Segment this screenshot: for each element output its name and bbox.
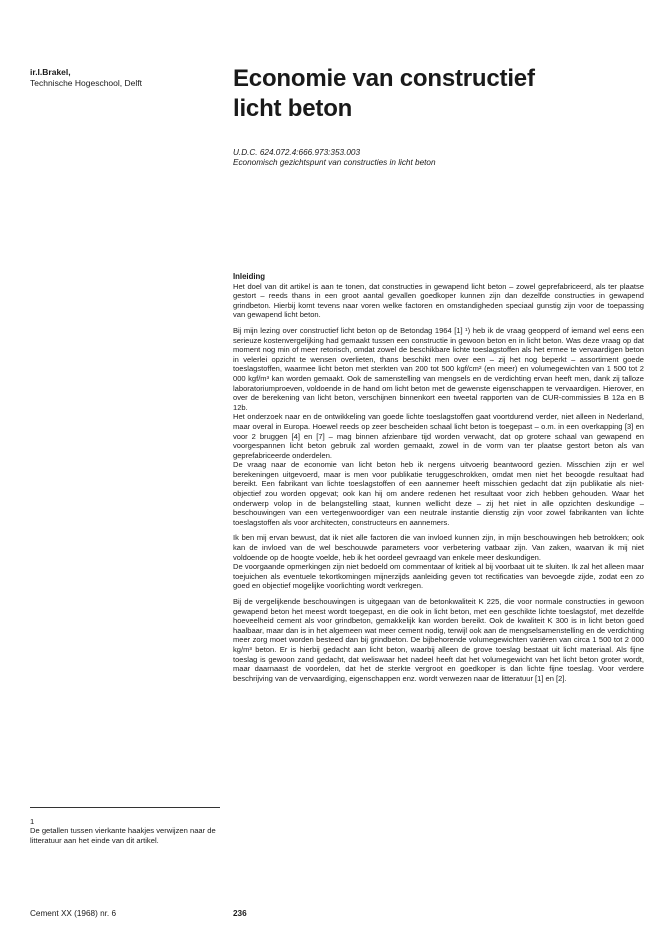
section-heading: Inleiding [233,272,266,281]
footnote [30,817,220,845]
udc-block [233,148,643,168]
author-block [30,67,220,88]
author-affiliation: Technische Hogeschool, Delft [30,77,142,88]
udc-code: U.D.C. 624.072.4:666.973:353.003 [233,148,361,157]
footnote-number: 1 [30,817,35,826]
body-paragraph: De vraag naar de economie van licht beton heb ik nergens uitvoerig beantwoord gezien. Misschien zijn er wel berekeningen uitgevoerd, maar is men voor publikatie teruggeschrokken, omdat men niet het beoogde resultaat had bereikt. Een fabrikant van lichte toeslagstoffen of een aannemer heeft misschien gedacht dat zijn publikatie als niet-objectief zou worden opgevat; ook kan hij om andere redenen het resultaat voor zich hebben gehouden. Waar het onderwerp volop in de belangstelling staat, kunnen wellicht deze – zij het niet in alle opzichten deskundige – beschouwingen van een vertegenwoordiger van een neutrale instantie dienstig zijn voor zowel fabrikanten van lichte toeslagstoffen als voor architecten, constructeurs en aannemers. [233,460,644,527]
body-paragraph: Bij de vergelijkende beschouwingen is uitgegaan van de betonkwaliteit K 225, die voor normale constructies in gewoon gewapend beton het meest wordt toegepast, en die ook in licht beton, met een geschikte lichte toeslagstof, met dezelfde hoeveelheid cement als voor grindbeton, gemakkelijk kan worden bereikt. Ook de kwaliteit K 300 is in licht beton goed haalbaar, maar dan is in het algemeen wat meer cement nodig, terwijl ook aan de mengselsamenstelling en de verdichting meer zorg moet worden besteed dan bij grindbeton. De bijbehorende volumegewichten variëren van circa 1 500 tot 2 000 kg/m³ beton. Er is hierbij gedacht aan licht beton, waarbij alleen de grove toeslag bestaat uit licht materiaal. Als fijne toeslag is gewoon zand gedacht, dat weliswaar het nadeel heeft dat het volumegewicht van het licht beton groter wordt, maar daarnaast de voordelen, dat het de sterkte vergroot en goedkoper is dan lichte fijne toeslag. Voor verdere beschrijving van de vervaardiging, eigenschappen enz. wordt verwezen naar de litteratuur [1] en [2]. [233,597,644,683]
journal-reference: Cement XX (1968) nr. 6 [30,909,117,918]
body-paragraph: Het doel van dit artikel is aan te tonen, dat constructies in gewapend licht beton – zowel geprefabriceerd, als ter plaatse gestort – reeds thans in een groot aantal gevallen goedkoper kunnen zijn dan dezelfde constructies in gewapend grindbeton. Hierbij komt tevens naar voren welke factoren en omstandigheden speciaal gunstig zijn voor de toepassing van gewapend licht beton. [233,281,644,320]
article-body [233,272,644,689]
body-paragraph: Bij mijn lezing over constructief licht beton op de Betondag 1964 [1] ¹) heb ik de vraag geopperd of iemand wel eens een serieuze kostenvergelijking had gemaakt tussen een constructie in gewoon beton en in licht beton. Was deze vraag op dat moment nog min of meer retorisch, omdat zowel de beschikbare lichte toeslagstoffen als het ermee te vervaardigen beton in velerlei opzicht te wensen overlieten, thans beschikt men over een – zij het nog beperkt – assortiment goede toeslagstoffen, waarmee licht beton met sterkten van 200 tot 500 kgf/cm² (en meer) en volumegewichten van 1 500 tot 2 000 kgf/m³ kan worden gemaakt. Ook de samenstelling van mengsels en de verdichting ervan heeft men, dank zij talloze laboratoriumproeven, voldoende in de hand om licht beton met de gewenste eigenschappen te vervaardigen. Hierover, en over de berekening van licht beton, verschijnen binnenkort een tweetal rapporten van de CUR-commissies B 12a en B 12b. [233,325,644,412]
udc-subtitle: Economisch gezichtspunt van constructies in licht beton [233,158,436,167]
article-title [233,64,643,124]
article-title-line-1: Economie van constructief [233,65,535,92]
author-name: ir.I.Brakel, [30,67,71,77]
footnote-text: De getallen tussen vierkante haakjes verwijzen naar de litteratuur aan het einde van dit artikel. [30,826,216,845]
body-paragraph: Ik ben mij ervan bewust, dat ik niet alle factoren die van invloed kunnen zijn, in mijn beschouwingen heb betrokken; ook kan de invloed van de wel beschouwde parameters voor verbetering vatbaar zijn. Van zaken, waarvan ik mij niet voldoende op de hoogte voelde, heb ik het oordeel gevraagd van enkele meer deskundigen. [233,533,644,562]
footnote-divider [30,807,220,808]
article-title-line-2: licht beton [233,95,353,122]
body-paragraph: De voorgaande opmerkingen zijn niet bedoeld om commentaar of kritiek al bij voorbaat uit te sluiten. Ik zal het alleen maar toejuichen als eventuele tekortkomingen mijnerzijds aanleiding geven tot rectificaties van bevoegde zijde, zodat een zo goed en objectief mogelijke voorlichting wordt verkregen. [233,562,644,591]
page-number: 236 [233,909,247,918]
body-paragraph: Het onderzoek naar en de ontwikkeling van goede lichte toeslagstoffen gaat voortdurend verder, niet alleen in Nederland, maar overal in Europa. Hoewel reeds op zeer bescheiden schaal licht beton is toegepast – o.m. in een overkapping [3] en voor 2 bruggen [4] en [7] – mag binnen afzienbare tijd worden verwacht, dat op grotere schaal van gewapend en voorgespannen licht beton gebruik zal worden gemaakt, zowel in de vorm van ter plaatse gestort beton als van geprefabriceerde onderdelen. [233,412,644,460]
